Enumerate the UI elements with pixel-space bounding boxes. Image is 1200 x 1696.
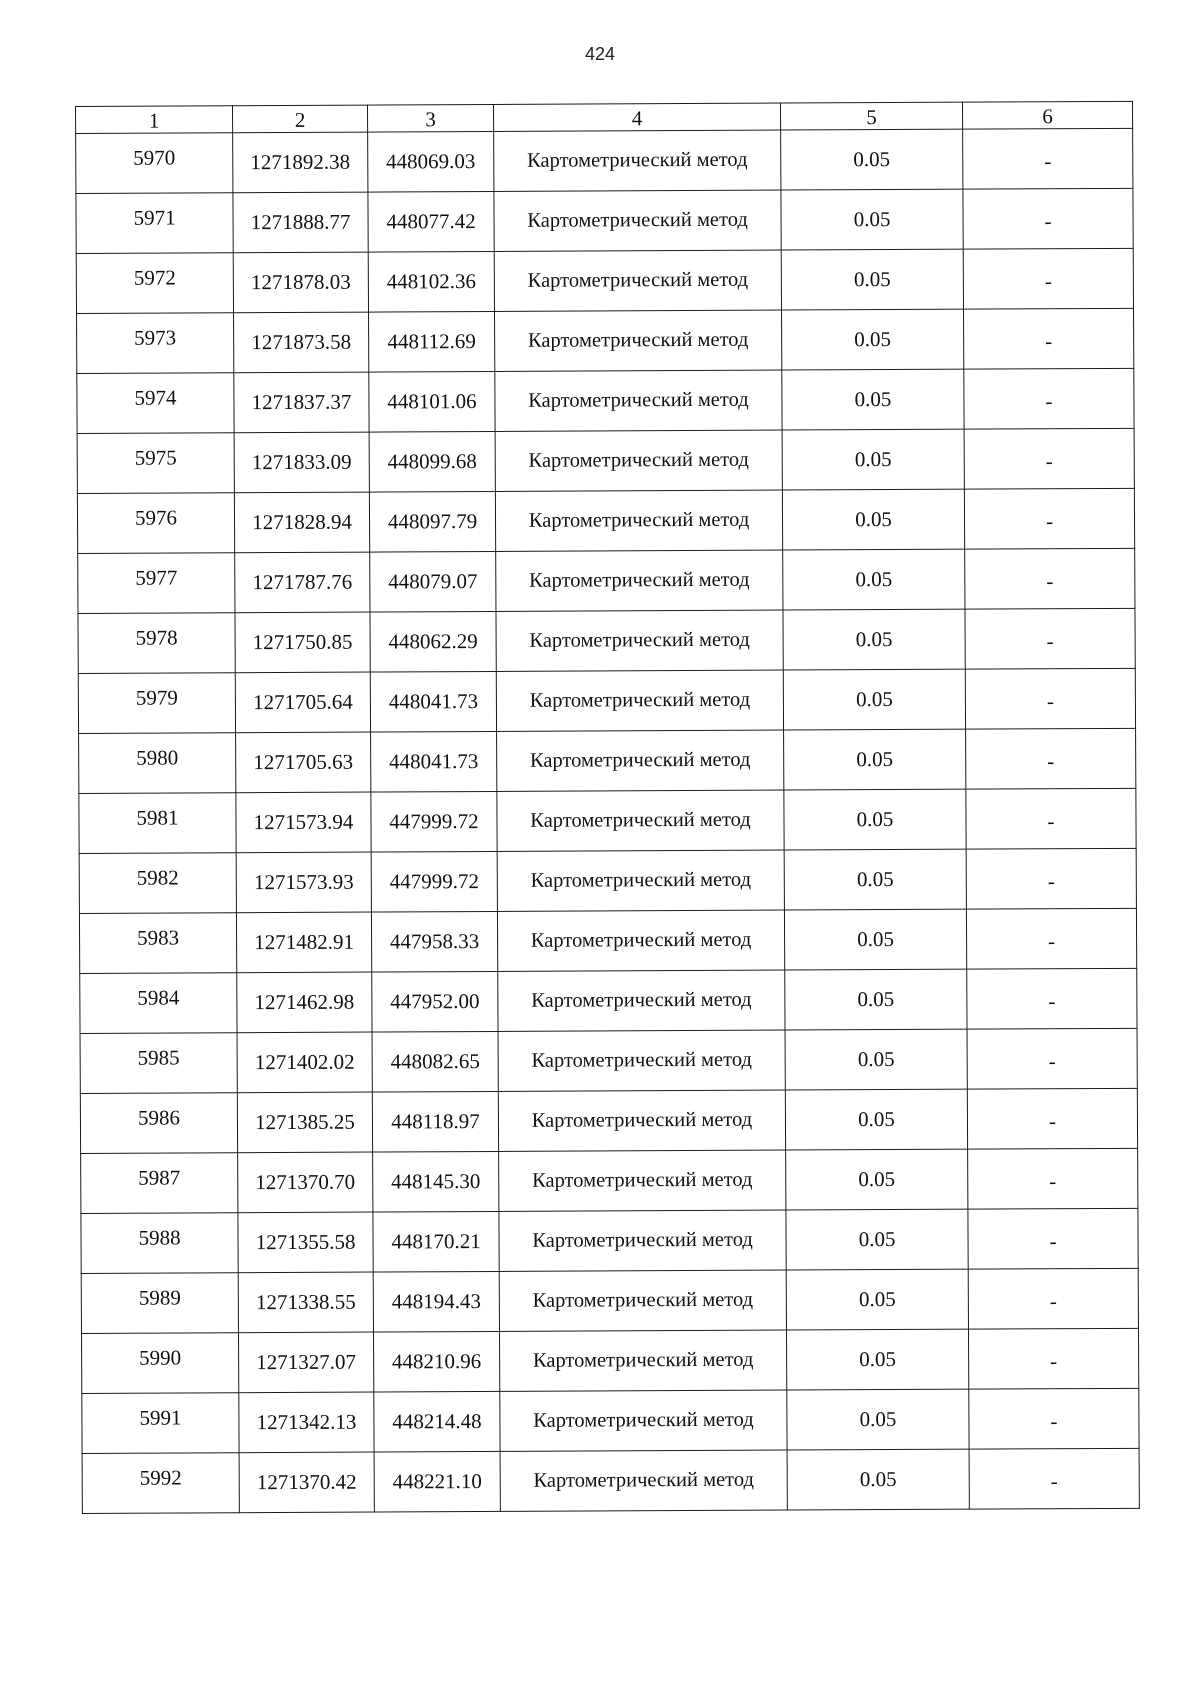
column-header-5: 5 [780,102,962,130]
note-cell: - [964,488,1134,549]
note-cell: - [963,188,1133,249]
method-cell: Картометрический метод [500,1390,787,1451]
y-coordinate-cell: 448097.79 [369,491,495,552]
note-cell: - [968,1148,1138,1209]
accuracy-cell: 0.05 [784,849,966,910]
x-coordinate-cell: 1271342.13 [239,1392,374,1453]
table-row [76,248,1133,313]
point-number-cell: 5979 [78,673,235,734]
y-coordinate-cell: 448145.30 [373,1151,499,1212]
column-header-1: 1 [76,106,233,134]
column-header-2: 2 [233,105,368,133]
note-cell: - [964,428,1134,489]
method-cell: Картометрический метод [495,430,782,491]
method-cell: Картометрический метод [496,610,783,671]
method-cell: Картометрический метод [494,190,781,251]
coordinates-table [75,101,1140,1514]
point-number-cell: 5982 [79,853,236,914]
y-coordinate-cell: 447999.72 [371,851,497,912]
x-coordinate-cell: 1271573.94 [236,792,371,853]
method-cell: Картометрический метод [499,1270,786,1331]
note-cell: - [969,1448,1139,1509]
point-number-cell: 5981 [79,793,236,854]
note-cell: - [964,368,1134,429]
y-coordinate-cell: 448069.03 [368,131,494,192]
y-coordinate-cell: 447999.72 [371,791,497,852]
y-coordinate-cell: 447952.00 [372,971,498,1032]
x-coordinate-cell: 1271402.02 [237,1032,372,1093]
note-cell: - [968,1208,1138,1269]
note-cell: - [963,128,1133,189]
point-number-cell: 5970 [76,133,233,194]
accuracy-cell: 0.05 [783,669,965,730]
accuracy-cell: 0.05 [781,129,963,190]
point-number-cell: 5990 [81,1333,238,1394]
table-row [82,1388,1139,1453]
table-row [76,188,1133,253]
accuracy-cell: 0.05 [786,1269,968,1330]
note-cell: - [965,668,1135,729]
accuracy-cell: 0.05 [782,429,964,490]
point-number-cell: 5983 [79,913,236,974]
table-row [81,1268,1138,1333]
accuracy-cell: 0.05 [781,249,963,310]
method-cell: Картометрический метод [496,670,783,731]
point-number-cell: 5985 [80,1033,237,1094]
point-number-cell: 5971 [76,193,233,254]
method-cell: Картометрический метод [497,910,784,971]
x-coordinate-cell: 1271888.77 [233,192,368,253]
point-number-cell: 5976 [77,493,234,554]
table-row [79,908,1136,973]
point-number-cell: 5977 [78,553,235,614]
point-number-cell: 5980 [79,733,236,794]
method-cell: Картометрический метод [495,490,782,551]
method-cell: Картометрический метод [495,370,782,431]
accuracy-cell: 0.05 [782,369,964,430]
point-number-cell: 5992 [82,1453,239,1514]
point-number-cell: 5989 [81,1273,238,1334]
page-number: 424 [584,44,616,64]
note-cell: - [968,1268,1138,1329]
y-coordinate-cell: 448079.07 [370,551,496,612]
x-coordinate-cell: 1271828.94 [234,492,369,553]
x-coordinate-cell: 1271833.09 [234,432,369,493]
table-row [77,428,1134,493]
table-row [80,968,1137,1033]
table-row [79,728,1136,793]
point-number-cell: 5975 [77,433,234,494]
point-number-cell: 5972 [76,253,233,314]
accuracy-cell: 0.05 [785,1089,967,1150]
x-coordinate-cell: 1271355.58 [238,1212,373,1273]
method-cell: Картометрический метод [498,1030,785,1091]
x-coordinate-cell: 1271385.25 [237,1092,372,1153]
method-cell: Картометрический метод [496,550,783,611]
table-body [76,128,1140,1513]
x-coordinate-cell: 1271573.93 [236,852,371,913]
point-number-cell: 5991 [82,1393,239,1454]
table-row [77,368,1134,433]
accuracy-cell: 0.05 [787,1389,969,1450]
x-coordinate-cell: 1271338.55 [238,1272,373,1333]
point-number-cell: 5984 [80,973,237,1034]
point-number-cell: 5987 [81,1153,238,1214]
point-number-cell: 5973 [77,313,234,374]
y-coordinate-cell: 448118.97 [372,1091,498,1152]
y-coordinate-cell: 448102.36 [368,251,494,312]
x-coordinate-cell: 1271873.58 [234,312,369,373]
x-coordinate-cell: 1271837.37 [234,372,369,433]
method-cell: Картометрический метод [500,1450,787,1511]
note-cell: - [966,788,1136,849]
method-cell: Картометрический метод [498,1090,785,1151]
method-cell: Картометрический метод [498,970,785,1031]
accuracy-cell: 0.05 [784,729,966,790]
x-coordinate-cell: 1271370.42 [239,1452,374,1513]
y-coordinate-cell: 448221.10 [374,1451,500,1512]
note-cell: - [965,548,1135,609]
accuracy-cell: 0.05 [784,909,966,970]
table-row [81,1148,1138,1213]
x-coordinate-cell: 1271750.85 [235,612,370,673]
y-coordinate-cell: 448099.68 [369,431,495,492]
y-coordinate-cell: 447958.33 [371,911,497,972]
accuracy-cell: 0.05 [786,1149,968,1210]
table-row [79,848,1136,913]
method-cell: Картометрический метод [497,730,784,791]
accuracy-cell: 0.05 [782,309,964,370]
point-number-cell: 5986 [80,1093,237,1154]
column-header-4: 4 [493,103,780,131]
method-cell: Картометрический метод [499,1150,786,1211]
y-coordinate-cell: 448214.48 [374,1391,500,1452]
point-number-cell: 5988 [81,1213,238,1274]
y-coordinate-cell: 448062.29 [370,611,496,672]
table-row [80,1028,1137,1093]
method-cell: Картометрический метод [494,250,781,311]
y-coordinate-cell: 448194.43 [373,1271,499,1332]
table-row [78,608,1135,673]
note-cell: - [967,968,1137,1029]
note-cell: - [967,1028,1137,1089]
table-row [81,1208,1138,1273]
accuracy-cell: 0.05 [786,1329,968,1390]
table-row [78,668,1135,733]
accuracy-cell: 0.05 [786,1209,968,1270]
x-coordinate-cell: 1271462.98 [237,972,372,1033]
accuracy-cell: 0.05 [785,1029,967,1090]
note-cell: - [967,1088,1137,1149]
note-cell: - [965,608,1135,669]
x-coordinate-cell: 1271482.91 [236,912,371,973]
method-cell: Картометрический метод [497,790,784,851]
x-coordinate-cell: 1271705.63 [236,732,371,793]
table-row [76,128,1133,193]
table-row [81,1328,1138,1393]
table-row [79,788,1136,853]
x-coordinate-cell: 1271878.03 [233,252,368,313]
accuracy-cell: 0.05 [785,969,967,1030]
note-cell: - [966,728,1136,789]
y-coordinate-cell: 448041.73 [370,671,496,732]
x-coordinate-cell: 1271327.07 [238,1332,373,1393]
note-cell: - [964,308,1134,369]
table-row [80,1088,1137,1153]
column-header-6: 6 [962,101,1132,129]
y-coordinate-cell: 448082.65 [372,1031,498,1092]
table-row [77,488,1134,553]
method-cell: Картометрический метод [499,1330,786,1391]
table-row [82,1448,1139,1513]
note-cell: - [968,1328,1138,1389]
accuracy-cell: 0.05 [787,1449,969,1510]
accuracy-cell: 0.05 [784,789,966,850]
x-coordinate-cell: 1271787.76 [235,552,370,613]
accuracy-cell: 0.05 [782,489,964,550]
note-cell: - [966,908,1136,969]
accuracy-cell: 0.05 [783,609,965,670]
table-row [78,548,1135,613]
note-cell: - [963,248,1133,309]
note-cell: - [969,1388,1139,1449]
table-row [77,308,1134,373]
y-coordinate-cell: 448112.69 [369,311,495,372]
x-coordinate-cell: 1271705.64 [235,672,370,733]
method-cell: Картометрический метод [495,310,782,371]
y-coordinate-cell: 448210.96 [373,1331,499,1392]
y-coordinate-cell: 448170.21 [373,1211,499,1272]
column-header-3: 3 [367,104,493,132]
y-coordinate-cell: 448077.42 [368,191,494,252]
accuracy-cell: 0.05 [781,189,963,250]
method-cell: Картометрический метод [494,130,781,191]
method-cell: Картометрический метод [499,1210,786,1271]
y-coordinate-cell: 448041.73 [371,731,497,792]
point-number-cell: 5978 [78,613,235,674]
point-number-cell: 5974 [77,373,234,434]
y-coordinate-cell: 448101.06 [369,371,495,432]
method-cell: Картометрический метод [497,850,784,911]
x-coordinate-cell: 1271892.38 [233,132,368,193]
note-cell: - [966,848,1136,909]
x-coordinate-cell: 1271370.70 [238,1152,373,1213]
accuracy-cell: 0.05 [783,549,965,610]
